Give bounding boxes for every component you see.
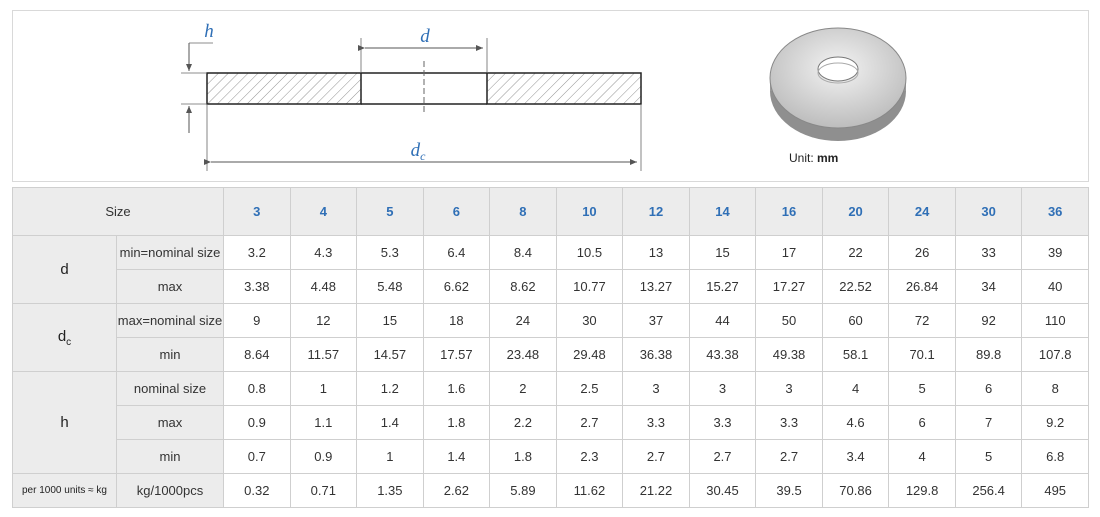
value-cell: 43.38: [689, 338, 756, 372]
value-cell: 6: [955, 372, 1022, 406]
value-cell: 3.3: [623, 406, 690, 440]
size-cell: 36: [1022, 188, 1089, 236]
washer-3d-illustration: [768, 23, 908, 141]
value-cell: 1: [290, 372, 357, 406]
value-cell: 8.4: [490, 236, 557, 270]
value-cell: 495: [1022, 474, 1089, 508]
table-row: [13, 236, 1089, 270]
value-cell: 17.27: [756, 270, 823, 304]
value-cell: 110: [1022, 304, 1089, 338]
value-cell: 15: [689, 236, 756, 270]
value-cell: 5.89: [490, 474, 557, 508]
value-cell: 4: [889, 440, 956, 474]
value-cell: 5: [955, 440, 1022, 474]
figure-panel: [12, 10, 1089, 182]
value-cell: 30: [556, 304, 623, 338]
value-cell: 10.5: [556, 236, 623, 270]
value-cell: 7: [955, 406, 1022, 440]
size-header-row: [13, 188, 1089, 236]
table-row: [13, 440, 1089, 474]
size-cell: 8: [490, 188, 557, 236]
dc-label: $d_c$: [410, 140, 426, 163]
value-cell: 5: [889, 372, 956, 406]
value-cell: 6.62: [423, 270, 490, 304]
value-cell: 1.8: [490, 440, 557, 474]
value-cell: 0.9: [224, 406, 291, 440]
value-cell: 17: [756, 236, 823, 270]
size-cell: 16: [756, 188, 823, 236]
value-cell: 2: [490, 372, 557, 406]
value-cell: 33: [955, 236, 1022, 270]
value-cell: 256.4: [955, 474, 1022, 508]
value-cell: 4.6: [822, 406, 889, 440]
value-cell: 6: [889, 406, 956, 440]
value-cell: 1.6: [423, 372, 490, 406]
group-label-dc: $d_c$: [13, 304, 117, 372]
table-row: [13, 338, 1089, 372]
value-cell: 22: [822, 236, 889, 270]
value-cell: 11.57: [290, 338, 357, 372]
group-label-weight: per 1000 units ≈ kg: [13, 474, 117, 508]
value-cell: 44: [689, 304, 756, 338]
value-cell: 36.38: [623, 338, 690, 372]
row-label: max: [117, 270, 224, 304]
value-cell: 3.2: [224, 236, 291, 270]
row-label: min=nominal size: [117, 236, 224, 270]
value-cell: 2.3: [556, 440, 623, 474]
value-cell: 29.48: [556, 338, 623, 372]
size-cell: 4: [290, 188, 357, 236]
value-cell: 39.5: [756, 474, 823, 508]
value-cell: 2.7: [623, 440, 690, 474]
size-cell: 3: [224, 188, 291, 236]
value-cell: 8: [1022, 372, 1089, 406]
row-label: kg/1000pcs: [117, 474, 224, 508]
value-cell: 13.27: [623, 270, 690, 304]
d-label: d: [420, 26, 430, 47]
value-cell: 70.1: [889, 338, 956, 372]
right-section: [487, 73, 641, 104]
value-cell: 18: [423, 304, 490, 338]
value-cell: 50: [756, 304, 823, 338]
value-cell: 30.45: [689, 474, 756, 508]
value-cell: 24: [490, 304, 557, 338]
washer-cross-section-diagram: [13, 11, 713, 183]
value-cell: 70.86: [822, 474, 889, 508]
value-cell: 9: [224, 304, 291, 338]
value-cell: 92: [955, 304, 1022, 338]
value-cell: 4.48: [290, 270, 357, 304]
value-cell: 39: [1022, 236, 1089, 270]
table-row: [13, 304, 1089, 338]
value-cell: 58.1: [822, 338, 889, 372]
value-cell: 40: [1022, 270, 1089, 304]
value-cell: 60: [822, 304, 889, 338]
value-cell: 10.77: [556, 270, 623, 304]
value-cell: 21.22: [623, 474, 690, 508]
size-cell: 14: [689, 188, 756, 236]
value-cell: 37: [623, 304, 690, 338]
value-cell: 2.2: [490, 406, 557, 440]
row-label: min: [117, 338, 224, 372]
value-cell: 3: [623, 372, 690, 406]
value-cell: 0.7: [224, 440, 291, 474]
value-cell: 1.4: [357, 406, 424, 440]
value-cell: 9.2: [1022, 406, 1089, 440]
value-cell: 49.38: [756, 338, 823, 372]
row-label: max=nominal size: [117, 304, 224, 338]
value-cell: 26.84: [889, 270, 956, 304]
value-cell: 4: [822, 372, 889, 406]
value-cell: 0.9: [290, 440, 357, 474]
value-cell: 23.48: [490, 338, 557, 372]
value-cell: 3: [689, 372, 756, 406]
row-label: max: [117, 406, 224, 440]
value-cell: 3.3: [689, 406, 756, 440]
value-cell: 0.71: [290, 474, 357, 508]
table-row: [13, 270, 1089, 304]
table-row: [13, 372, 1089, 406]
table-row: [13, 406, 1089, 440]
value-cell: 5.48: [357, 270, 424, 304]
size-cell: 30: [955, 188, 1022, 236]
value-cell: 5.3: [357, 236, 424, 270]
value-cell: 107.8: [1022, 338, 1089, 372]
group-label-h: h: [13, 372, 117, 474]
value-cell: 15.27: [689, 270, 756, 304]
size-cell: 24: [889, 188, 956, 236]
row-label: min: [117, 440, 224, 474]
size-cell: 12: [623, 188, 690, 236]
dimension-table: [12, 187, 1089, 508]
left-section: [207, 73, 361, 104]
value-cell: 89.8: [955, 338, 1022, 372]
value-cell: 2.7: [556, 406, 623, 440]
value-cell: 0.8: [224, 372, 291, 406]
size-header: Size: [13, 188, 224, 236]
value-cell: 11.62: [556, 474, 623, 508]
value-cell: 2.5: [556, 372, 623, 406]
value-cell: 1.8: [423, 406, 490, 440]
size-cell: 10: [556, 188, 623, 236]
value-cell: 1.35: [357, 474, 424, 508]
value-cell: 8.64: [224, 338, 291, 372]
value-cell: 26: [889, 236, 956, 270]
value-cell: 14.57: [357, 338, 424, 372]
value-cell: 8.62: [490, 270, 557, 304]
value-cell: 1.2: [357, 372, 424, 406]
value-cell: 3.4: [822, 440, 889, 474]
value-cell: 4.3: [290, 236, 357, 270]
table-row: [13, 474, 1089, 508]
row-label: nominal size: [117, 372, 224, 406]
group-label-d: d: [13, 236, 117, 304]
value-cell: 17.57: [423, 338, 490, 372]
h-label: h: [204, 21, 214, 42]
value-cell: 2.7: [756, 440, 823, 474]
value-cell: 1.4: [423, 440, 490, 474]
value-cell: 129.8: [889, 474, 956, 508]
value-cell: 2.7: [689, 440, 756, 474]
value-cell: 6.8: [1022, 440, 1089, 474]
size-cell: 6: [423, 188, 490, 236]
value-cell: 0.32: [224, 474, 291, 508]
value-cell: 2.62: [423, 474, 490, 508]
value-cell: 34: [955, 270, 1022, 304]
size-cell: 20: [822, 188, 889, 236]
value-cell: 3: [756, 372, 823, 406]
size-cell: 5: [357, 188, 424, 236]
value-cell: 6.4: [423, 236, 490, 270]
value-cell: 72: [889, 304, 956, 338]
value-cell: 1.1: [290, 406, 357, 440]
value-cell: 1: [357, 440, 424, 474]
value-cell: 22.52: [822, 270, 889, 304]
unit-note: Unit: mm: [789, 151, 839, 165]
value-cell: 13: [623, 236, 690, 270]
value-cell: 3.3: [756, 406, 823, 440]
value-cell: 15: [357, 304, 424, 338]
value-cell: 12: [290, 304, 357, 338]
value-cell: 3.38: [224, 270, 291, 304]
